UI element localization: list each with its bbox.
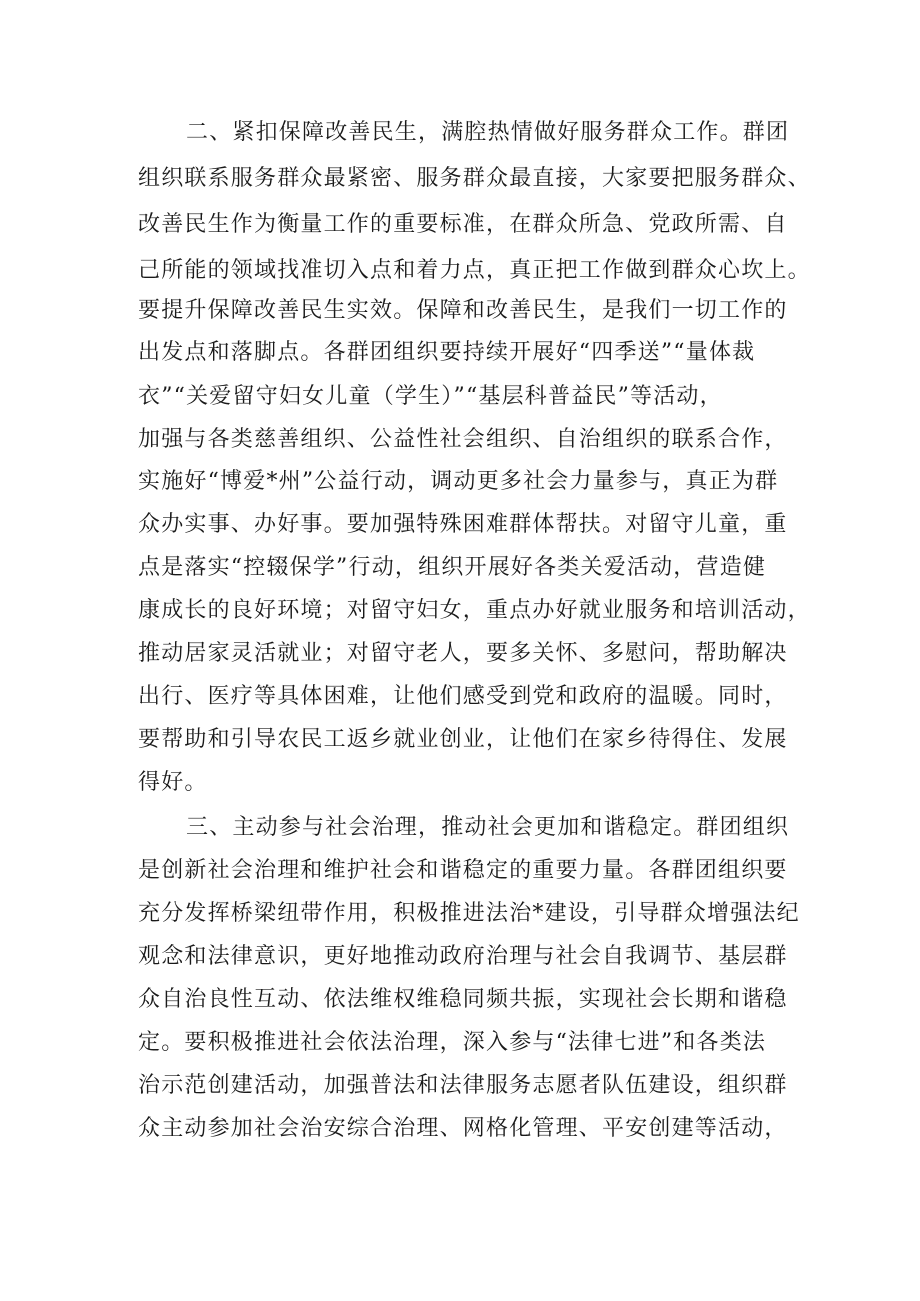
text-line: 组织联系服务群众最紧密、服务群众最直接，大家要把服务群众、 <box>138 166 811 191</box>
text-line: 改善民生作为衡量工作的重要标准，在群众所急、党政所需、自 <box>138 212 788 237</box>
text-line: 定。要积极推进社会依法治理，深入参与“法律七进”和各类法 <box>138 1030 767 1055</box>
text-line: 要帮助和引导农民工返乡就业创业，让他们在家乡待得住、发展 <box>138 727 788 752</box>
text-line: 康成长的良好环境；对留守妇女，重点办好就业服务和培训活动， <box>138 598 811 623</box>
text-line: 二、紧扣保障改善民生，满腔热情做好服务群众工作。群团 <box>186 120 790 145</box>
text-line: 观念和法律意识，更好地推动政府治理与社会自我调节、基层群 <box>138 944 788 969</box>
text-line: 得好。 <box>138 770 208 795</box>
text-line: 充分发挥桥梁纽带作用，积极推进法治*建设，引导群众增强法纪 <box>138 901 800 926</box>
text-line: 众主动参加社会治安综合治理、网格化管理、平安创建等活动， <box>138 1116 788 1141</box>
text-line: 治示范创建活动，加强普法和法律服务志愿者队伍建设，组织群 <box>138 1073 788 1098</box>
text-line: 众办实事、办好事。要加强特殊困难群体帮扶。对留守儿童，重 <box>138 512 788 537</box>
text-line: 衣”“关爱留守妇女儿童（学生）”“基层科普益民”等活动， <box>138 384 723 409</box>
text-line: 要提升保障改善民生实效。保障和改善民生，是我们一切工作的 <box>138 298 788 323</box>
text-line: 实施好“博爱*州”公益行动，调动更多社会力量参与，真正为群 <box>138 469 779 494</box>
text-line: 出行、医疗等具体困难，让他们感受到党和政府的温暖。同时， <box>138 684 788 709</box>
text-line: 推动居家灵活就业；对留守老人，要多关怀、多慰问，帮助解决 <box>138 641 788 666</box>
text-line: 三、主动参与社会治理，推动社会更加和谐稳定。群团组织 <box>186 815 790 840</box>
text-line: 众自治良性互动、依法维权维稳同频共振，实现社会长期和谐稳 <box>138 987 788 1012</box>
text-line: 是创新社会治理和维护社会和谐稳定的重要力量。各群团组织要 <box>138 858 788 883</box>
text-line: 加强与各类慈善组织、公益性社会组织、自治组织的联系合作， <box>138 427 788 452</box>
text-line: 点是落实“控辍保学”行动，组织开展好各类关爱活动，营造健 <box>138 555 767 580</box>
text-line: 己所能的领域找准切入点和着力点，真正把工作做到群众心坎上。 <box>138 258 811 283</box>
text-line: 出发点和落脚点。各群团组织要持续开展好“四季送”“量体裁 <box>138 340 756 365</box>
